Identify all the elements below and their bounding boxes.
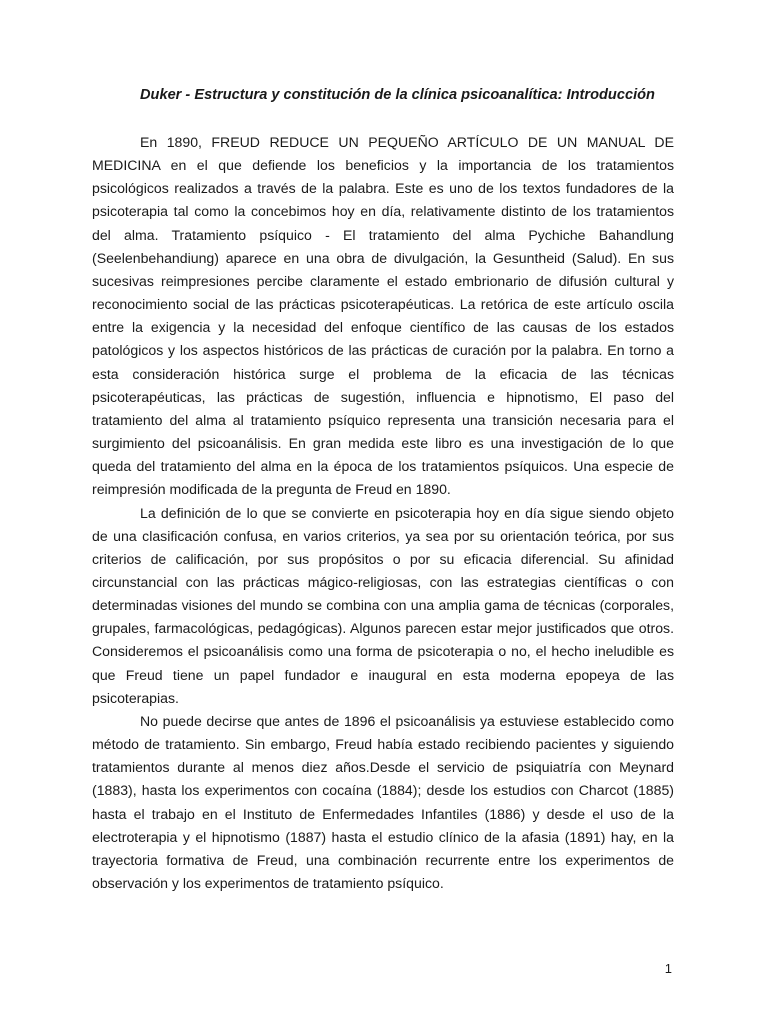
document-title: Duker - Estructura y constitución de la clínica psicoanalítica: Introducción [140, 87, 655, 103]
document-body [92, 84, 674, 895]
paragraph-1: En 1890, FREUD REDUCE UN PEQUEÑO ARTÍCULO DE UN MANUAL DE MEDICINA en el que defiende los beneficios y la importancia de los tratamientos psicológicos realizados a través de la palabra. Este es uno de los textos fundadores de la psicoterapia tal como la concebimos hoy en día, relativamente distinto de los tratamientos del alma. Tratamiento psíquico - El tratamiento del alma Pychiche Bahandlung (Seelenbehandiung) aparece en una obra de divulgación, la Gesuntheid (Salud). En sus sucesivas reimpresiones percibe claramente el estado embrionario de difusión cultural y reconocimiento social de las prácticas psicoterapéuticas. La retórica de este artículo oscila entre la exigencia y la necesidad del enfoque científico de las causas de los estados patológicos y los aspectos históricos de las prácticas de curación por la palabra. En torno a esta consideración histórica surge el problema de la eficacia de las técnicas psicoterapéuticas, las prácticas de sugestión, influencia e hipnotismo, El paso del tratamiento del alma al tratamiento psíquico representa una transición necesaria para el surgimiento del psicoanálisis. En gran medida este libro es una investigación de lo que queda del tratamiento del alma en la época de los tratamientos psíquicos. Una especie de reimpresión modificada de la pregunta de Freud en 1890. [92, 134, 674, 498]
page-number: 1 [664, 961, 672, 976]
paragraph-2: La definición de lo que se convierte en psicoterapia hoy en día sigue siendo objeto de una clasificación confusa, en varios criterios, ya sea por su orientación teórica, por sus criterios de calificación, por sus propósitos o por su eficacia diferencial. Su afinidad circunstancial con las prácticas mágico-religiosas, con las estrategias científicas o con determinadas visiones del mundo se combina con una amplia gama de técnicas (corporales, grupales, farmacológicas, pedagógicas). Algunos parecen estar mejor justificados que otros. Consideremos el psicoanálisis como una forma de psicoterapia o no, el hecho ineludible es que Freud tiene un papel fundador e inaugural en esta moderna epopeya de las psicoterapias. [92, 504, 674, 706]
paragraph-3: No puede decirse que antes de 1896 el psicoanálisis ya estuviese establecido como método de tratamiento. Sin embargo, Freud había estado recibiendo pacientes y siguiendo tratamientos durante al menos diez años.Desde el servicio de psiquiatría con Meynard (1883), hasta los experimentos con cocaína (1884); desde los estudios con Charcot (1885) hasta el trabajo en el Instituto de Enfermedades Infantiles (1886) y desde el uso de la electroterapia y el hipnotismo (1887) hasta el estudio clínico de la afasia (1891) hay, en la trayectoria formativa de Freud, una combinación recurrente entre los experimentos de observación y los experimentos de tratamiento psíquico. [92, 712, 674, 891]
